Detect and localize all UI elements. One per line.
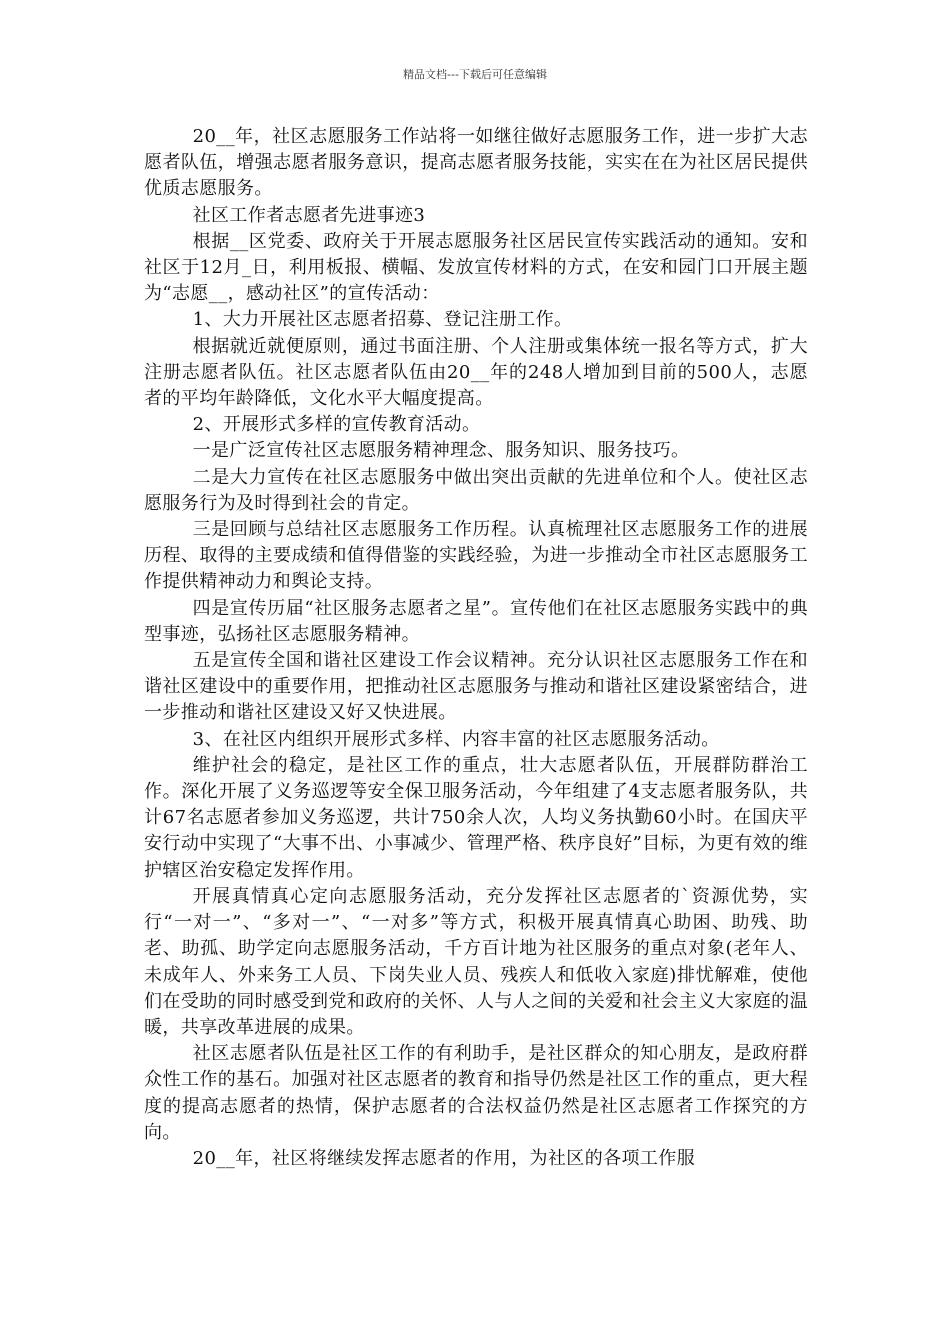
paragraph: 四是宣传历届“社区服务志愿者之星”。宣传他们在社区志愿服务实践中的典型事迹，弘扬社区志愿服务精神。 <box>144 597 808 645</box>
paragraph: 根据__区党委、政府关于开展志愿服务社区居民宣传实践活动的通知。安和社区于12月_日，利用板报、横幅、发放宣传材料的方式，在安和园门口开展主题为“志愿__，感动社区”的宣传活动： <box>144 230 808 305</box>
section-heading: 2、开展形式多样的宣传教育活动。 <box>192 414 481 436</box>
paragraph: 20__年，社区志愿服务工作站将一如继往做好志愿服务工作，进一步扩大志愿者队伍，增强志愿者服务意识，提高志愿者服务技能，实实在在为社区居民提供优质志愿服务。 <box>144 126 808 200</box>
paragraph: 根据就近就便原则，通过书面注册、个人注册或集体统一报名等方式，扩大注册志愿者队伍。社区志愿者队伍由20__年的248人增加到目前的500人，志愿者的平均年龄降低，文化水平大幅度提高。 <box>144 335 808 410</box>
section-heading: 1、大力开展社区志愿者招募、登记注册工作。 <box>192 309 573 331</box>
paragraph: 社区志愿者队伍是社区工作的有利助手，是社区群众的知心朋友，是政府群众性工作的基石。加强对社区志愿者的教育和指导仍然是社区工作的重点，更大程度的提高志愿者的热情，保护志愿者的合法权益仍然是社区志愿者工作探究的方向。 <box>144 1043 808 1143</box>
document-body <box>144 124 808 1172</box>
section-heading: 3、在社区内组织开展形式多样、内容丰富的社区志愿服务活动。 <box>192 728 720 750</box>
paragraph: 二是大力宣传在社区志愿服务中做出突出贡献的先进单位和个人。使社区志愿服务行为及时得到社会的肯定。 <box>144 466 808 514</box>
paragraph: 三是回顾与总结社区志愿服务工作历程。认真梳理社区志愿服务工作的进展历程、取得的主要成绩和值得借鉴的实践经验，为进一步推动全市社区志愿服务工作提供精神动力和舆论支持。 <box>144 519 808 593</box>
paragraph: 20__年，社区将继续发挥志愿者的作用，为社区的各项工作服 <box>192 1147 696 1169</box>
paragraph: 开展真情真心定向志愿服务活动，充分发挥社区志愿者的`资源优势，实行“一对一”、“多对一”、“一对多”等方式，积极开展真情真心助困、助残、助老、助孤、助学定向志愿服务活动，千方百计地为社区服务的重点对象(老年人、未成年人、外来务工人员、下岗失业人员、残疾人和低收入家庭)排忧解难，使他们在受助的同时感受到党和政府的关怀、人与人之间的关爱和社会主义大家庭的温暖，共享改革进展的成果。 <box>144 885 808 1038</box>
paragraph: 维护社会的稳定，是社区工作的重点，壮大志愿者队伍，开展群防群治工作。深化开展了义务巡逻等安全保卫服务活动，今年组建了4支志愿者服务队，共计67名志愿者参加义务巡逻，共计750余人次，人均义务执勤60小时。在国庆平安行动中实现了“大事不出、小事减少、管理严格、秩序良好”目标，为更有效的维护辖区治安稳定发挥作用。 <box>144 754 808 881</box>
paragraph: 一是广泛宣传社区志愿服务精神理念、服务知识、服务技巧。 <box>192 440 690 462</box>
section-title: 社区工作者志愿者先进事迹3 <box>192 204 426 226</box>
page-header: 精品文档---下载后可任意编辑 <box>403 68 547 81</box>
paragraph: 五是宣传全国和谐社区建设工作会议精神。充分认识社区志愿服务工作在和谐社区建设中的重要作用，把推动社区志愿服务与推动和谐社区建设紧密结合，进一步推动和谐社区建设又好又快进展。 <box>144 650 808 724</box>
